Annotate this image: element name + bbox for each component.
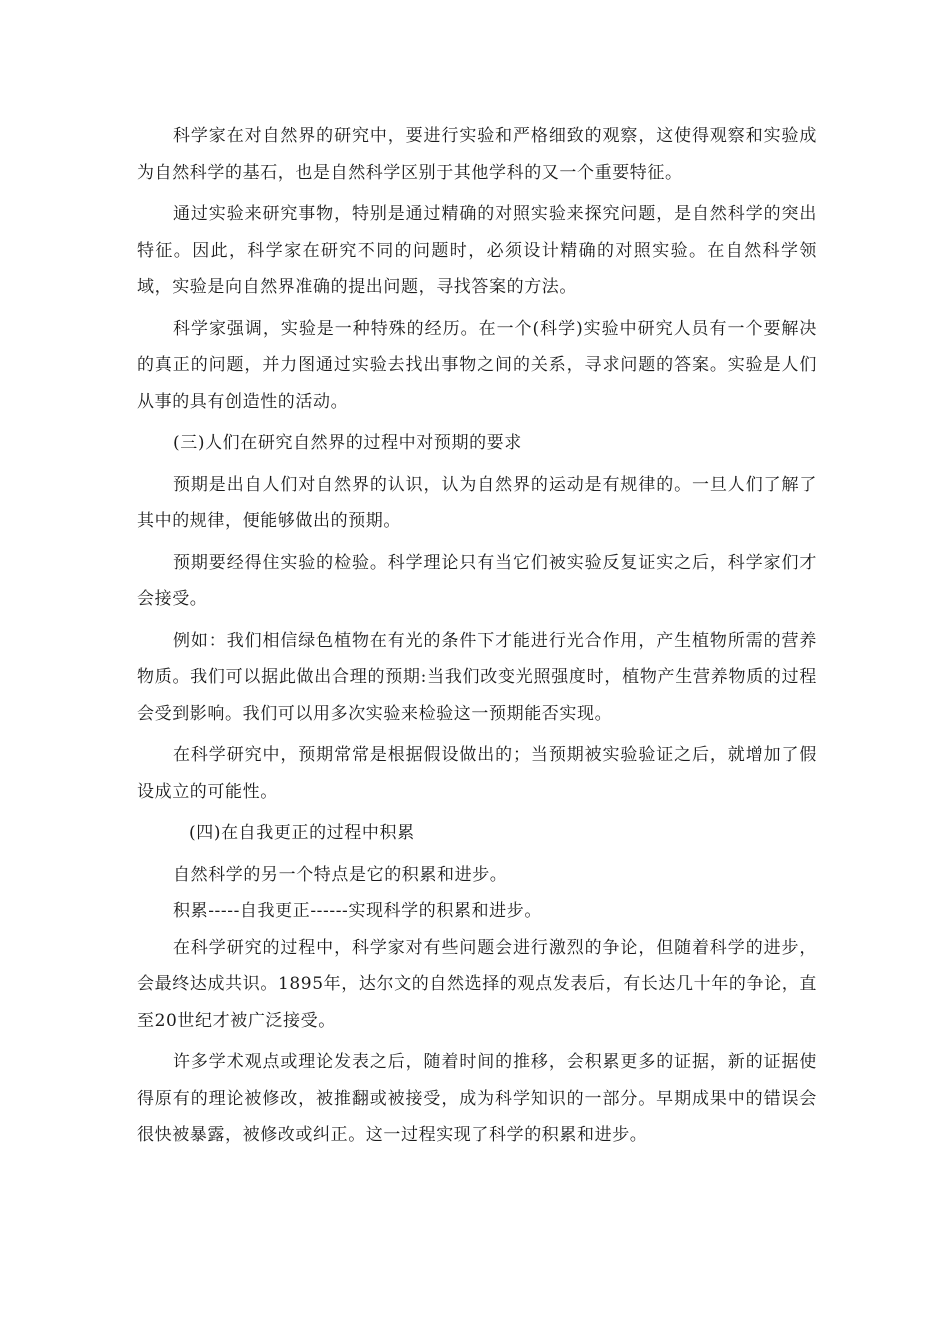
section-heading-self-correction: (四)在自我更正的过程中积累 xyxy=(189,823,415,843)
paragraph-theory-revision: 许多学术观点或理论发表之后，随着时间的推移，会积累更多的证据，新的证据使得原有的理论被修改，被推翻或被接受，成为科学知识的一部分。早期成果中的错误会很快被暴露，被修改或纠正。这一过程实现了科学的积累和进步。 xyxy=(137,1052,817,1145)
paragraph-observation-experiment: 科学家在对自然界的研究中，要进行实验和严格细致的观察，这使得观察和实验成为自然科学的基石，也是自然科学区别于其他学科的又一个重要特征。 xyxy=(137,126,817,183)
paragraph-accumulation-chain: 积累-----自我更正------实现科学的积累和进步。 xyxy=(173,901,542,921)
paragraph-expectation-origin: 预期是出自人们对自然界的认识，认为自然界的运动是有规律的。一旦人们了解了其中的规律，便能够做出的预期。 xyxy=(137,474,817,531)
paragraph-hypothesis-expectation: 在科学研究中，预期常常是根据假设做出的；当预期被实验验证之后，就增加了假设成立的可能性。 xyxy=(137,745,817,802)
paragraph-darwin-debate: 在科学研究的过程中，科学家对有些问题会进行激烈的争论，但随着科学的进步，会最终达成共识。1895年，达尔文的自然选择的观点发表后，有长达几十年的争论，直至20世纪才被广泛接受。 xyxy=(137,937,817,1031)
paragraph-accumulation-feature: 自然科学的另一个特点是它的积累和进步。 xyxy=(173,864,508,885)
paragraph-experiment-experience: 科学家强调，实验是一种特殊的经历。在一个(科学)实验中研究人员有一个要解决的真正的问题，并力图通过实验去找出事物之间的关系，寻求问题的答案。实验是人们从事的具有创造性的活动。 xyxy=(137,318,817,412)
paragraph-expectation-test: 预期要经得住实验的检验。科学理论只有当它们被实验反复证实之后，科学家们才会接受。 xyxy=(137,552,817,609)
paragraph-photosynthesis-example: 例如：我们相信绿色植物在有光的条件下才能进行光合作用，产生植物所需的营养物质。我们可以据此做出合理的预期:当我们改变光照强度时，植物产生营养物质的过程会受到影响。我们可以用多次实验来检验这一预期能否实现。 xyxy=(137,630,817,724)
document-body xyxy=(137,118,817,1159)
paragraph-controlled-experiment: 通过实验来研究事物，特别是通过精确的对照实验来探究问题，是自然科学的突出特征。因此，科学家在研究不同的问题时，必须设计精确的对照实验。在自然科学领域，实验是向自然界准确的提出问题，寻找答案的方法。 xyxy=(137,204,817,297)
section-heading-expectation: (三)人们在研究自然界的过程中对预期的要求 xyxy=(173,433,522,453)
